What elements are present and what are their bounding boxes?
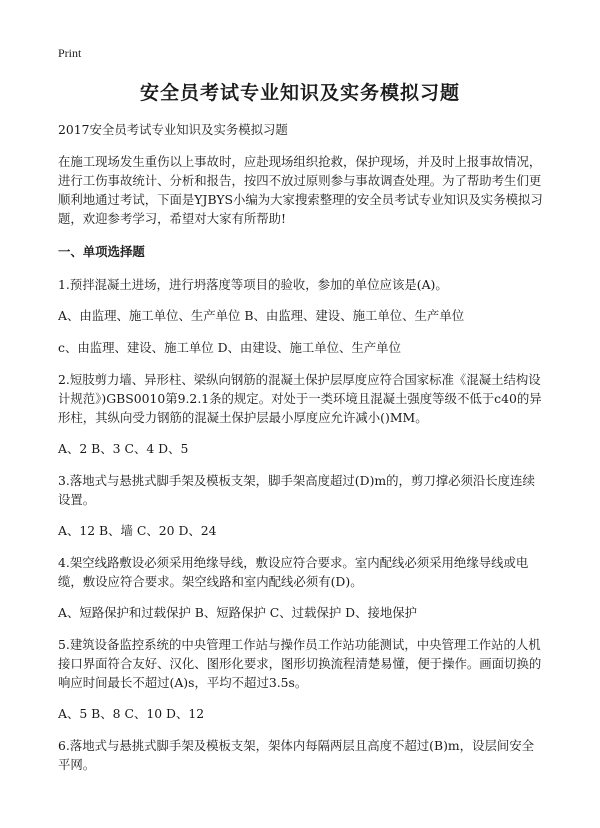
document-subtitle: 2017安全员考试专业知识及实务模拟习题 bbox=[58, 122, 288, 137]
question-1-options-line-1: A、由监理、施工单位、生产单位 B、由监理、建设、施工单位、生产单位 bbox=[58, 308, 465, 323]
question-6-text: 6.落地式与悬挑式脚手架及模板支架，架体内每隔两层且高度不超过(B)m，设层间安全平网。 bbox=[58, 738, 535, 772]
intro-paragraph: 在施工现场发生重伤以上事故时，应赴现场组织抢救，保护现场，并及时上报事故情况，进行工伤事故统计、分析和报告，按四不放过原则参与事故调查处理。为了帮助考生们更顺利地通过考试，下面是YJBYS小编为大家搜索整理的安全员考试专业知识及实务模拟习题，欢迎参考学习，希望对大家有所帮助! bbox=[58, 154, 543, 226]
print-link[interactable]: Print bbox=[58, 46, 82, 60]
question-3-text: 3.落地式与悬挑式脚手架及模板支架，脚手架高度超过(D)m的，剪刀撑必须沿长度连续设置。 bbox=[58, 473, 535, 507]
document-body bbox=[58, 120, 544, 786]
question-5-text: 5.建筑设备监控系统的中央管理工作站与操作员工作站功能测试，中央管理工作站的人机接口界面符合友好、汉化、图形化要求，图形切换流程清楚易懂，便于操作。画面切换的响应时间最长不超过(A)s，平均不超过3.5s。 bbox=[58, 637, 542, 690]
question-2-text: 2.短肢剪力墙、异形柱、梁纵向钢筋的混凝土保护层厚度应符合国家标准《混凝土结构设计规范》)GBS0010第9.2.1条的规定。对处于一类环境且混凝土强度等级不低于c40的异形柱，其纵向受力钢筋的混凝土保护层最小厚度应允许减小()MM。 bbox=[58, 372, 542, 425]
page-title: 安全员考试专业知识及实务模拟习题 bbox=[139, 82, 460, 104]
question-4-options: A、短路保护和过载保护 B、短路保护 C、过载保护 D、接地保护 bbox=[58, 605, 418, 620]
question-2-options: A、2 B、3 C、4 D、5 bbox=[58, 441, 189, 456]
question-1-text: 1.预拌混凝土进场，进行坍落度等项目的验收，参加的单位应该是(A)。 bbox=[58, 277, 448, 292]
section-heading: 一、单项选择题 bbox=[58, 244, 145, 259]
question-1-options-line-2: c、由监理、建设、施工单位 D、由建设、施工单位、生产单位 bbox=[58, 340, 401, 355]
question-5-options: A、5 B、8 C、10 D、12 bbox=[58, 706, 205, 721]
question-4-text: 4.架空线路敷设必须采用绝缘导线，敷设应符合要求。室内配线必须采用绝缘导线或电缆，敷设应符合要求。架空线路和室内配线必须有(D)。 bbox=[58, 555, 529, 589]
question-3-options: A、12 B、墙 C、20 D、24 bbox=[58, 523, 217, 538]
